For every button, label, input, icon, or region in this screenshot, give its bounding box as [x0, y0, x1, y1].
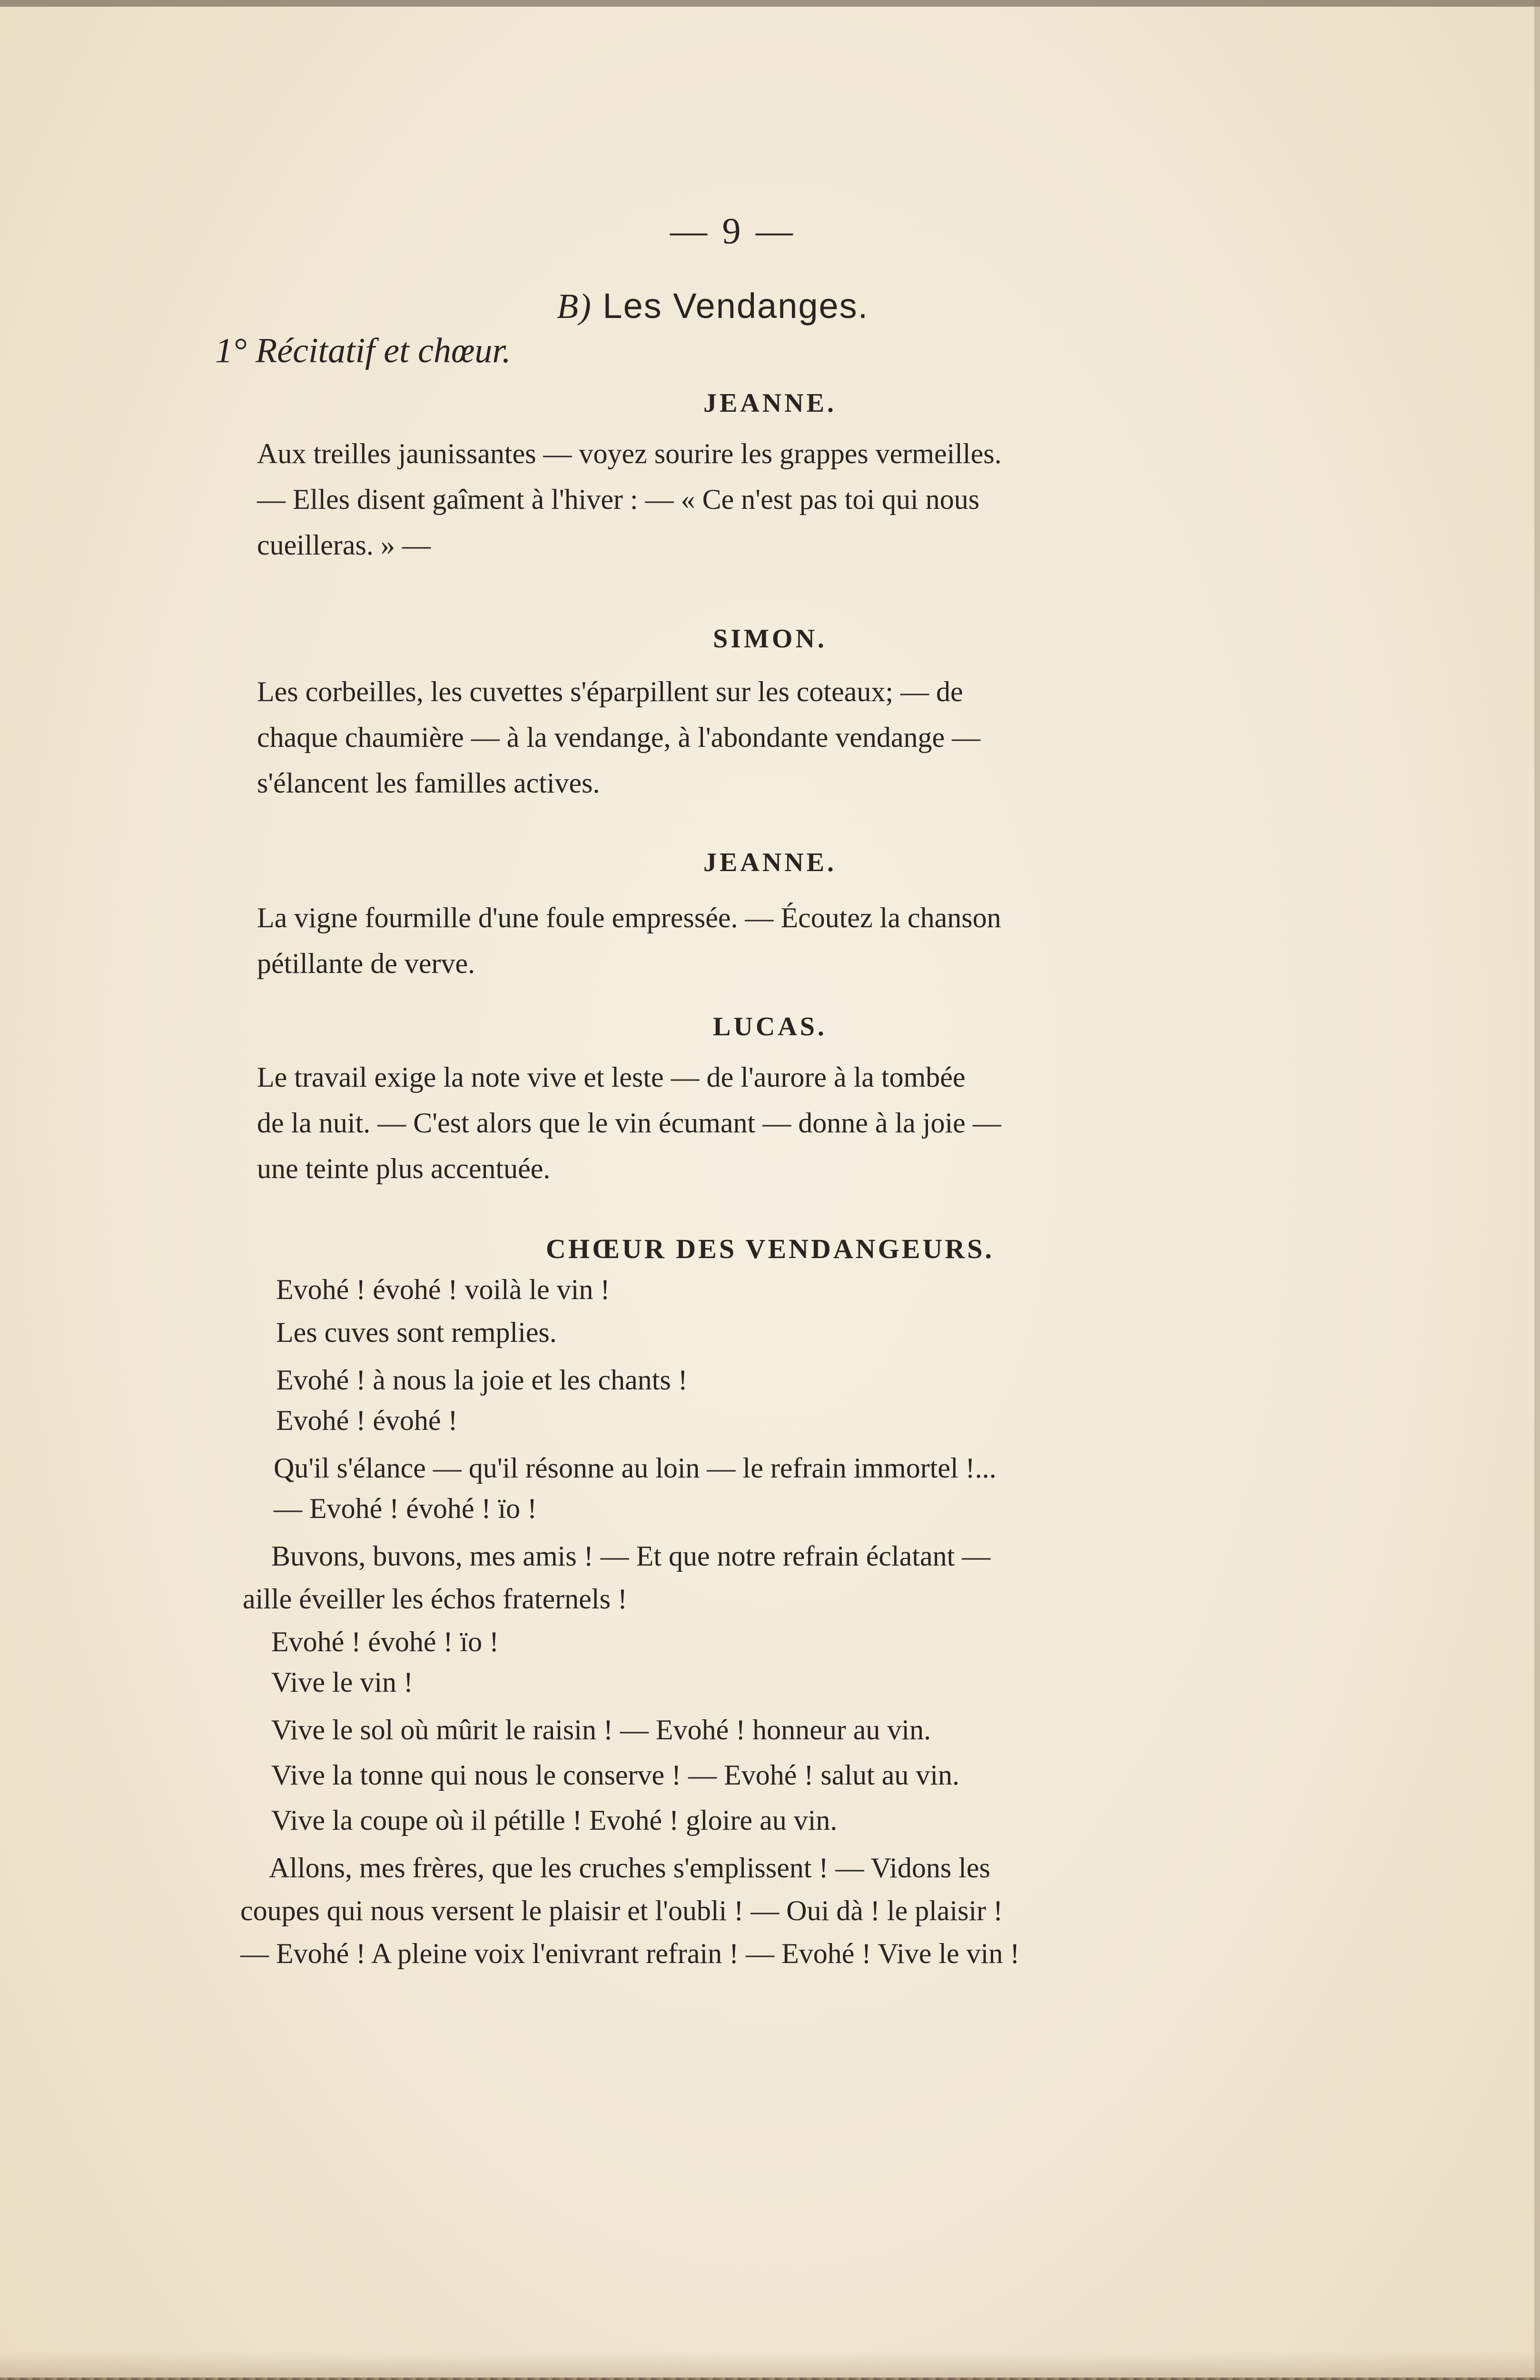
text-line: de la nuit. — C'est alors que le vin écumant — donne à la joie —	[257, 1107, 1001, 1139]
chorus-line: Buvons, buvons, mes amis ! — Et que notre refrain éclatant —	[271, 1540, 991, 1572]
page-top-edge	[0, 0, 1540, 7]
text-line: — Elles disent gaîment à l'hiver : — « Ce n'est pas toi qui nous	[257, 484, 980, 515]
page-number: — 9 —	[670, 210, 796, 251]
chorus-line: Vive le vin !	[271, 1666, 413, 1698]
page-right-edge	[1534, 0, 1540, 2380]
text-line: une teinte plus accentuée.	[257, 1153, 551, 1184]
chorus-line: Evohé ! évohé ! ïo !	[271, 1626, 499, 1657]
text-line: Les corbeilles, les cuvettes s'éparpillent sur les coteaux; — de	[257, 676, 963, 707]
dialogue-paragraph	[257, 895, 1185, 986]
section-title-text: Les Vendanges.	[602, 286, 869, 326]
chorus-line: Qu'il s'élance — qu'il résonne au loin — le refrain immortel !...	[274, 1452, 997, 1484]
text-line: La vigne fourmille d'une foule empressée. — Écoutez la chanson	[257, 902, 1001, 933]
page-bottom-edge	[0, 2378, 1540, 2380]
chorus-line: Evohé ! évohé ! voilà le vin !	[276, 1274, 610, 1305]
speaker-name: JEANNE.	[703, 848, 837, 877]
dialogue-paragraph	[257, 431, 1185, 568]
speaker-name: LUCAS.	[713, 1012, 827, 1041]
chorus-line: Evohé ! à nous la joie et les chants !	[276, 1364, 688, 1396]
text-line: s'élancent les familles actives.	[257, 767, 600, 799]
chorus-line: Vive la tonne qui nous le conserve ! — Evohé ! salut au vin.	[271, 1759, 960, 1791]
page-bottom-shade	[0, 2351, 1540, 2380]
section-marker: B)	[557, 287, 592, 326]
dialogue-paragraph	[257, 1054, 1185, 1191]
section-title	[557, 286, 869, 327]
chorus-line: Allons, mes frères, que les cruches s'emplissent ! — Vidons les	[269, 1852, 990, 1884]
text-line: Aux treilles jaunissantes — voyez sourire les grappes vermeilles.	[257, 438, 1002, 469]
chorus-line: — Evohé ! A pleine voix l'enivrant refrain ! — Evohé ! Vive le vin !	[240, 1938, 1020, 1969]
text-line: chaque chaumière — à la vendange, à l'abondante vendange —	[257, 722, 981, 753]
chorus-title: CHŒUR DES VENDANGEURS.	[546, 1233, 994, 1264]
chorus-line: coupes qui nous versent le plaisir et l'oubli ! — Oui dà ! le plaisir !	[240, 1895, 1003, 1926]
text-line: cueilleras. » —	[257, 529, 431, 561]
chorus-line: aille éveiller les échos fraternels !	[243, 1583, 627, 1615]
chorus-line: Les cuves sont remplies.	[276, 1317, 557, 1348]
chorus-line: — Evohé ! évohé ! ïo !	[274, 1493, 537, 1524]
text-line: Le travail exige la note vive et leste — de l'aurore à la tombée	[257, 1061, 966, 1093]
chorus-line: Vive le sol où mûrit le raisin ! — Evohé ! honneur au vin.	[271, 1714, 931, 1745]
text-line: pétillante de verve.	[257, 948, 475, 979]
chorus-line: Evohé ! évohé !	[276, 1405, 458, 1436]
subsection-heading: 1° Récitatif et chœur.	[215, 331, 511, 370]
speaker-name: JEANNE.	[703, 388, 837, 418]
chorus-line: Vive la coupe où il pétille ! Evohé ! gloire au vin.	[271, 1805, 838, 1836]
speaker-name: SIMON.	[713, 624, 827, 654]
dialogue-paragraph	[257, 669, 1185, 806]
